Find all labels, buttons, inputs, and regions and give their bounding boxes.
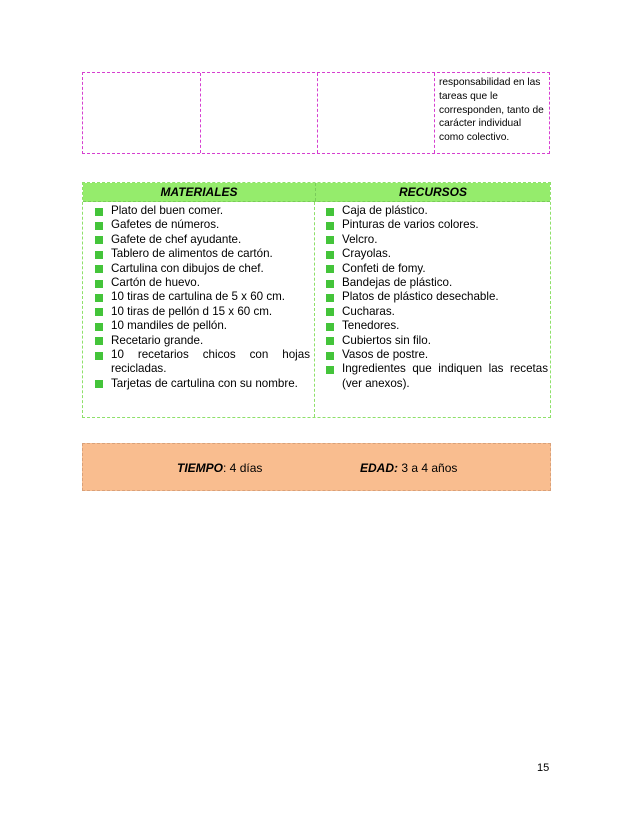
- list-item: [83, 276, 314, 290]
- list-item-text: Tarjetas de cartulina con su nombre.: [111, 376, 298, 390]
- list-item-text: Platos de plástico desechable.: [342, 290, 499, 304]
- time-value: : 4 días: [223, 461, 263, 475]
- list-item: [315, 319, 550, 333]
- square-bullet-icon: [95, 265, 103, 273]
- list-item: [315, 305, 550, 319]
- list-item-text: Cartón de huevo.: [111, 276, 200, 290]
- resources-list: [315, 202, 550, 391]
- materials-table: [82, 182, 551, 418]
- list-item: [83, 290, 314, 304]
- resources-column: [315, 202, 550, 417]
- list-item: [315, 218, 550, 232]
- time-label: TIEMPO: [177, 461, 224, 475]
- page-number: 15: [537, 762, 550, 774]
- age-value: 3 a 4 años: [398, 461, 458, 475]
- square-bullet-icon: [326, 280, 334, 288]
- list-item: [315, 290, 550, 304]
- square-bullet-icon: [326, 222, 334, 230]
- list-item: [83, 334, 314, 348]
- table-cell: [201, 73, 318, 153]
- list-item: [315, 362, 550, 391]
- responsibility-text: responsabilidad en las tareas que le corresponden, tanto de carácter individual como colectivo.: [439, 77, 544, 144]
- list-item: [315, 262, 550, 276]
- list-item-text: Plato del buen comer.: [111, 204, 224, 217]
- list-item: [315, 204, 550, 218]
- list-item: [83, 377, 314, 391]
- square-bullet-icon: [95, 337, 103, 345]
- list-item: [83, 305, 314, 319]
- list-item-text: Pinturas de varios colores.: [342, 218, 479, 232]
- square-bullet-icon: [326, 265, 334, 273]
- square-bullet-icon: [95, 222, 103, 230]
- list-item: [83, 262, 314, 276]
- materials-column: [83, 202, 315, 417]
- list-item-text: 10 tiras de cartulina de 5 x 60 cm.: [111, 290, 285, 304]
- table-cell: [435, 73, 549, 153]
- materials-list: [83, 202, 314, 391]
- list-item-text: Ingredientes que indiquen las recetas (ver anexos).: [342, 362, 548, 390]
- age-info: [360, 461, 457, 475]
- list-item-text: Recetario grande.: [111, 333, 204, 347]
- square-bullet-icon: [95, 352, 103, 360]
- time-info: [177, 461, 262, 475]
- list-item: [315, 334, 550, 348]
- list-item-text: Cubiertos sin filo.: [342, 333, 431, 347]
- list-item: [315, 233, 550, 247]
- square-bullet-icon: [326, 236, 334, 244]
- list-item-text: 10 tiras de pellón d 15 x 60 cm.: [111, 304, 273, 318]
- square-bullet-icon: [326, 337, 334, 345]
- list-item: [83, 233, 314, 247]
- square-bullet-icon: [95, 380, 103, 388]
- list-item-text: 10 recetarios chicos con hojas recicladas.: [111, 348, 310, 376]
- list-item-text: Cartulina con dibujos de chef.: [111, 261, 264, 275]
- square-bullet-icon: [95, 280, 103, 288]
- materials-header: MATERIALES: [83, 183, 316, 201]
- square-bullet-icon: [326, 308, 334, 316]
- square-bullet-icon: [95, 236, 103, 244]
- table-cell: [318, 73, 435, 153]
- square-bullet-icon: [95, 294, 103, 302]
- list-item: [315, 348, 550, 362]
- age-label: EDAD:: [360, 461, 398, 475]
- list-item-text: Velcro.: [342, 232, 378, 246]
- list-item-text: Gafete de chef ayudante.: [111, 232, 242, 246]
- time-age-box: [82, 443, 551, 491]
- square-bullet-icon: [326, 352, 334, 360]
- square-bullet-icon: [326, 323, 334, 331]
- list-item: [83, 319, 314, 333]
- list-item: [83, 247, 314, 261]
- top-table: [82, 72, 550, 154]
- list-item: [83, 204, 314, 218]
- square-bullet-icon: [95, 208, 103, 216]
- list-item: [315, 276, 550, 290]
- square-bullet-icon: [326, 294, 334, 302]
- list-item: [83, 348, 314, 377]
- materials-header-row: [83, 183, 550, 202]
- list-item-text: Cucharas.: [342, 304, 395, 318]
- list-item-text: Crayolas.: [342, 247, 391, 261]
- square-bullet-icon: [326, 366, 334, 374]
- list-item-text: Tablero de alimentos de cartón.: [111, 247, 273, 261]
- square-bullet-icon: [326, 251, 334, 259]
- list-item-text: Vasos de postre.: [342, 348, 429, 362]
- list-item-text: Bandejas de plástico.: [342, 276, 453, 290]
- square-bullet-icon: [95, 251, 103, 259]
- list-item-text: Tenedores.: [342, 319, 400, 333]
- list-item-text: Caja de plástico.: [342, 204, 428, 217]
- list-item: [83, 218, 314, 232]
- list-item-text: Gafetes de números.: [111, 218, 220, 232]
- square-bullet-icon: [326, 208, 334, 216]
- materials-body: [83, 202, 550, 417]
- list-item-text: Confeti de fomy.: [342, 261, 426, 275]
- square-bullet-icon: [95, 323, 103, 331]
- resources-header: RECURSOS: [398, 185, 467, 199]
- square-bullet-icon: [95, 308, 103, 316]
- list-item: [315, 247, 550, 261]
- list-item-text: 10 mandiles de pellón.: [111, 319, 228, 333]
- table-cell: [83, 73, 201, 153]
